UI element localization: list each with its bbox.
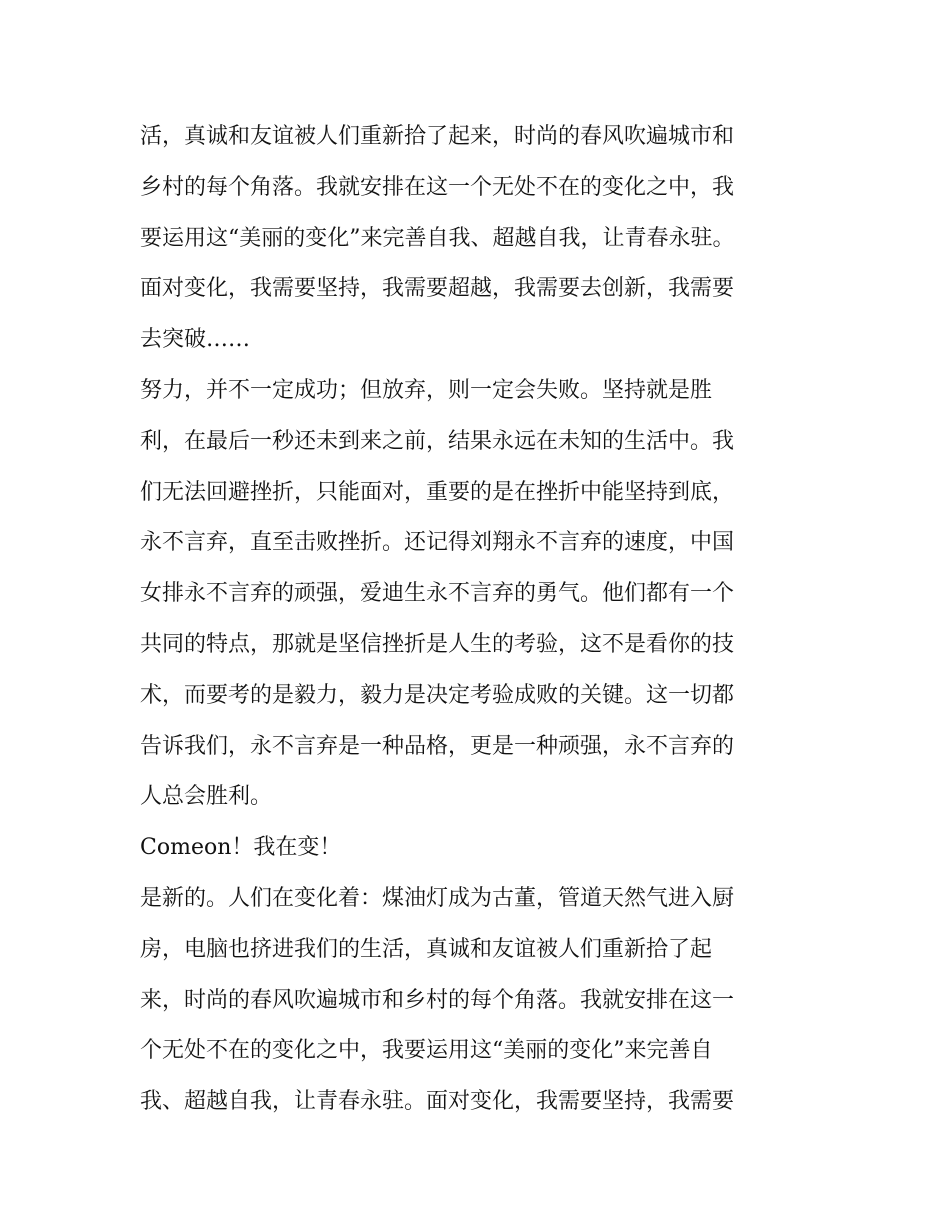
text-line-8: 们无法回避挫折，只能面对，重要的是在挫折中能坚持到底， xyxy=(140,479,735,505)
text-line-2: 乡村的每个角落。我就安排在这一个无处不在的变化之中，我 xyxy=(140,174,735,200)
text-line-17: 房，电脑也挤进我们的生活，真诚和友谊被人们重新拾了起 xyxy=(140,936,713,962)
text-line-15: Comeon！我在变！ xyxy=(140,835,342,861)
text-line-3: 要运用这“美丽的变化”来完善自我、超越自我，让青春永驻。 xyxy=(140,225,735,251)
text-line-4: 面对变化，我需要坚持，我需要超越，我需要去创新，我需要 xyxy=(140,276,735,302)
text-line-5: 去突破…… xyxy=(140,327,251,353)
text-line-11: 共同的特点，那就是坚信挫折是人生的考验，这不是看你的技 xyxy=(140,631,735,657)
text-line-18: 来，时尚的春风吹遍城市和乡村的每个角落。我就安排在这一 xyxy=(140,987,735,1013)
text-line-16: 是新的。人们在变化着：煤油灯成为古董，管道天然气进入厨 xyxy=(140,885,735,911)
text-line-19: 个无处不在的变化之中，我要运用这“美丽的变化”来完善自 xyxy=(140,1038,713,1064)
text-line-1: 活，真诚和友谊被人们重新拾了起来，时尚的春风吹遍城市和 xyxy=(140,124,735,149)
text-line-13: 告诉我们，永不言弃是一种品格，更是一种顽强，永不言弃的 xyxy=(140,733,735,759)
text-line-6: 努力，并不一定成功；但放弃，则一定会失败。坚持就是胜 xyxy=(140,377,713,403)
text-line-10: 女排永不言弃的顽强，爱迪生永不言弃的勇气。他们都有一个 xyxy=(140,581,735,607)
body-text xyxy=(140,112,816,1128)
text-line-20: 我、超越自我，让青春永驻。面对变化，我需要坚持，我需要 xyxy=(140,1089,735,1115)
text-line-7: 利，在最后一秒还未到来之前，结果永远在未知的生活中。我 xyxy=(140,428,735,454)
text-line-14: 人总会胜利。 xyxy=(140,784,273,810)
text-line-9: 永不言弃，直至击败挫折。还记得刘翔永不言弃的速度，中国 xyxy=(140,530,735,556)
text-line-12: 术，而要考的是毅力，毅力是决定考验成败的关键。这一切都 xyxy=(140,682,735,708)
